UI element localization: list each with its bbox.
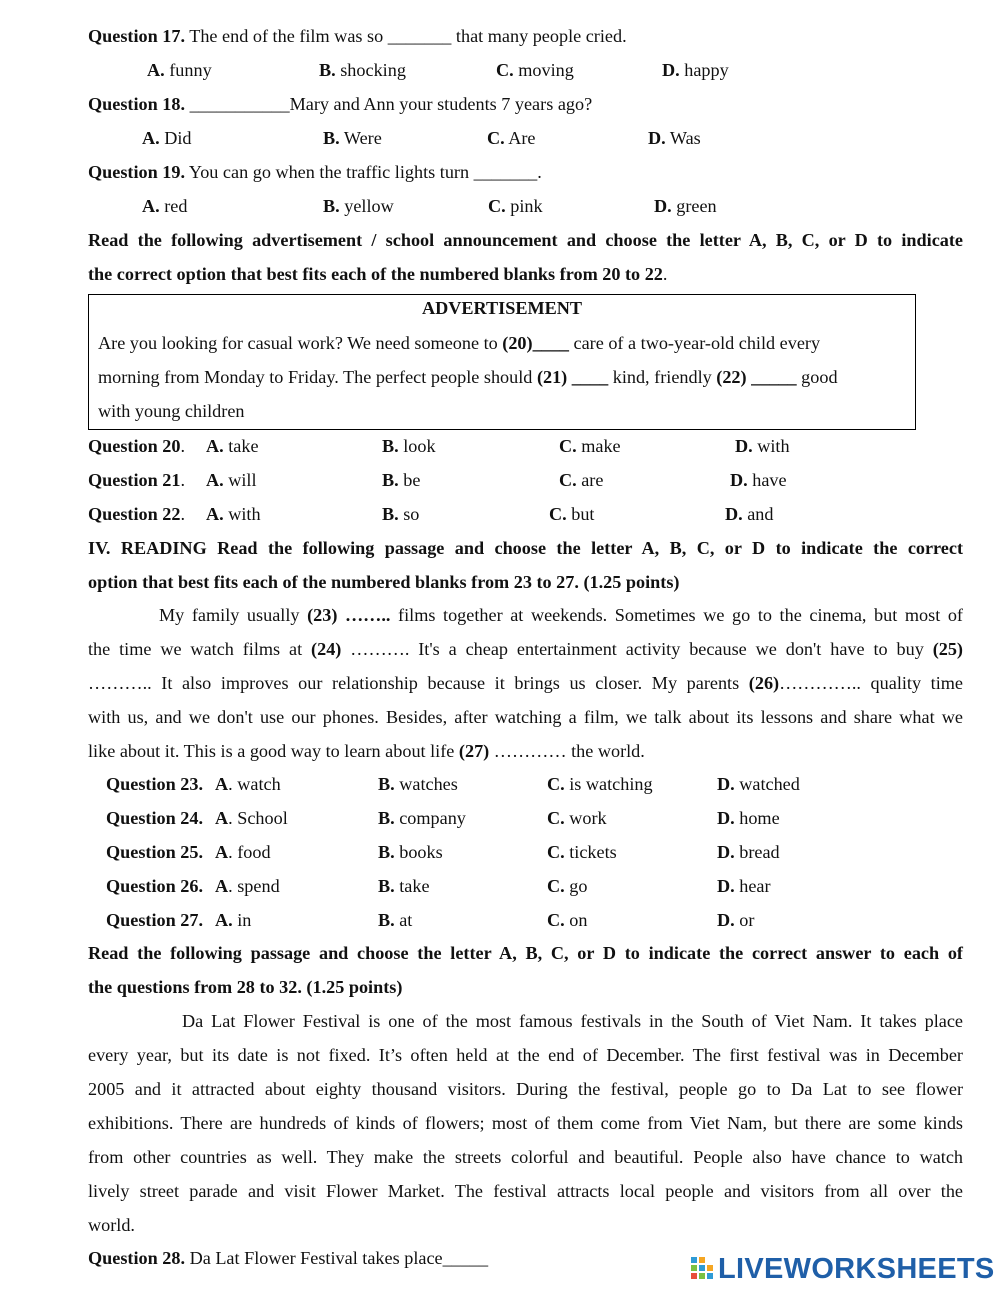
q24-option-c[interactable]: C. work	[547, 808, 607, 828]
passage-1-line-5: like about it. This is a good way to learn about life (27) ………… the world.	[88, 741, 645, 761]
q25-option-c[interactable]: C. tickets	[547, 842, 617, 862]
q18-option-b[interactable]: B. Were	[323, 128, 382, 148]
passage-1-line-3: ……….. It also improves our relationship because it brings us closer. My parents (26)………….. quality time	[88, 673, 964, 693]
q23-option-a[interactable]: A. watch	[215, 774, 281, 794]
passage-2-line-4: exhibitions. There are hundreds of kinds of flowers; most of them come from Viet Nam, but there are some kinds	[88, 1113, 963, 1133]
q18-option-a[interactable]: A. Did	[142, 128, 192, 148]
q17-option-a[interactable]: A. funny	[147, 60, 212, 80]
passage-2-line-1: Da Lat Flower Festival is one of the most famous festivals in the South of Viet Nam. It takes place	[182, 1011, 963, 1031]
liveworksheets-logo-icon	[690, 1256, 714, 1282]
q22-option-d[interactable]: D. and	[725, 504, 774, 524]
reading-instruction-line-1: IV. READING Read the following passage and choose the letter A, B, C, or D to indicate the correct	[88, 538, 963, 558]
question-28-stem: Question 28. Da Lat Flower Festival takes place_____	[88, 1248, 489, 1268]
question-25-label: Question 25.	[106, 842, 204, 862]
q22-option-c[interactable]: C. but	[549, 504, 595, 524]
question-23-label: Question 23.	[106, 774, 204, 794]
q25-option-a[interactable]: A. food	[215, 842, 271, 862]
q21-option-c[interactable]: C. are	[559, 470, 604, 490]
q21-option-a[interactable]: A. will	[206, 470, 257, 490]
blank-27: (27)	[458, 741, 490, 761]
q23-option-b[interactable]: B. watches	[378, 774, 458, 794]
passage-1-line-4: with us, and we don't use our phones. Besides, after watching a film, we talk about its lessons and share what we	[88, 707, 963, 727]
instruction-passage-2-line-1: Read the following passage and choose the letter A, B, C, or D to indicate the correct answer to each of	[88, 943, 963, 963]
question-24-label: Question 24.	[106, 808, 204, 828]
advertisement-line-3: with young children	[98, 401, 245, 421]
liveworksheets-logo[interactable]	[690, 1252, 995, 1286]
q22-option-b[interactable]: B. so	[382, 504, 420, 524]
q21-option-d[interactable]: D. have	[730, 470, 787, 490]
blank-26: (26)	[748, 673, 780, 693]
blank-24: (24)	[311, 639, 342, 659]
question-19-stem: Question 19. You can go when the traffic lights turn _______.	[88, 162, 542, 182]
q19-option-a[interactable]: A. red	[142, 196, 188, 216]
passage-2-line-5: from other countries as well. They make the streets colorful and beautiful. People also have chance to watch	[88, 1147, 963, 1167]
passage-2-line-2: every year, but its date is not fixed. It’s often held at the end of December. The first festival was in December	[88, 1045, 963, 1065]
reading-instruction-line-2: option that best fits each of the numbered blanks from 23 to 27. (1.25 points)	[88, 572, 680, 592]
question-21-label: Question 21.	[88, 470, 186, 490]
blank-22: (22) _____	[716, 367, 797, 387]
passage-1-line-1: My family usually (23) …….. films together at weekends. Sometimes we go to the cinema, but most of	[159, 605, 963, 625]
q23-option-d[interactable]: D. watched	[717, 774, 800, 794]
q21-option-b[interactable]: B. be	[382, 470, 421, 490]
q17-option-d[interactable]: D. happy	[662, 60, 729, 80]
q17-option-b[interactable]: B. shocking	[319, 60, 406, 80]
q19-option-b[interactable]: B. yellow	[323, 196, 394, 216]
logo-text: LIVEWORKSHEETS	[718, 1252, 995, 1285]
passage-2-line-6: lively street parade and visit Flower Market. The festival attracts local people and visitors from all over the	[88, 1181, 963, 1201]
q20-option-a[interactable]: A. take	[206, 436, 259, 456]
q20-option-d[interactable]: D. with	[735, 436, 790, 456]
q24-option-b[interactable]: B. company	[378, 808, 466, 828]
question-18-stem: Question 18. ___________Mary and Ann your students 7 years ago?	[88, 94, 593, 114]
q22-option-a[interactable]: A. with	[206, 504, 261, 524]
q19-option-c[interactable]: C. pink	[488, 196, 543, 216]
blank-20: (20)____	[502, 333, 569, 353]
advertisement-line-2: morning from Monday to Friday. The perfect people should (21) ____ kind, friendly (22) _____ good	[98, 367, 838, 387]
advertisement-title: ADVERTISEMENT	[421, 298, 583, 318]
q27-option-c[interactable]: C. on	[547, 910, 588, 930]
q20-option-c[interactable]: C. make	[559, 436, 621, 456]
question-26-label: Question 26.	[106, 876, 204, 896]
q25-option-d[interactable]: D. bread	[717, 842, 780, 862]
q19-option-d[interactable]: D. green	[654, 196, 717, 216]
instruction-ad-line-1: Read the following advertisement / school announcement and choose the letter A, B, C, or D to indicate	[88, 230, 963, 250]
q27-option-d[interactable]: D. or	[717, 910, 755, 930]
q26-option-a[interactable]: A. spend	[215, 876, 280, 896]
q20-option-b[interactable]: B. look	[382, 436, 436, 456]
instruction-passage-2-line-2: the questions from 28 to 32. (1.25 points)	[88, 977, 403, 997]
blank-23: (23) ……..	[307, 605, 391, 625]
q24-option-a[interactable]: A. School	[215, 808, 288, 828]
passage-1-line-2: the time we watch films at (24) ………. It's a cheap entertainment activity because we don't have to buy (25)	[88, 639, 963, 659]
passage-2-line-3: 2005 and it attracted about eighty thousand visitors. During the festival, people go to Da Lat to see flower	[88, 1079, 963, 1099]
q26-option-d[interactable]: D. hear	[717, 876, 771, 896]
blank-21: (21) ____	[536, 367, 609, 387]
q18-option-c[interactable]: C. Are	[487, 128, 536, 148]
q25-option-b[interactable]: B. books	[378, 842, 443, 862]
question-20-label: Question 20.	[88, 436, 186, 456]
q27-option-a[interactable]: A. in	[215, 910, 252, 930]
question-22-label: Question 22.	[88, 504, 186, 524]
advertisement-line-1: Are you looking for casual work? We need someone to (20)____ care of a two-year-old child every	[98, 333, 821, 353]
q18-option-d[interactable]: D. Was	[648, 128, 701, 148]
q26-option-c[interactable]: C. go	[547, 876, 588, 896]
question-17-stem: Question 17. The end of the film was so _______ that many people cried.	[88, 26, 627, 46]
q24-option-d[interactable]: D. home	[717, 808, 780, 828]
passage-2-line-7: world.	[88, 1215, 135, 1235]
q17-option-c[interactable]: C. moving	[496, 60, 574, 80]
q26-option-b[interactable]: B. take	[378, 876, 430, 896]
question-27-label: Question 27.	[106, 910, 204, 930]
instruction-ad-line-2: the correct option that best fits each of the numbered blanks from 20 to 22.	[88, 264, 668, 284]
q27-option-b[interactable]: B. at	[378, 910, 413, 930]
blank-25: (25)	[932, 639, 963, 659]
q23-option-c[interactable]: C. is watching	[547, 774, 653, 794]
